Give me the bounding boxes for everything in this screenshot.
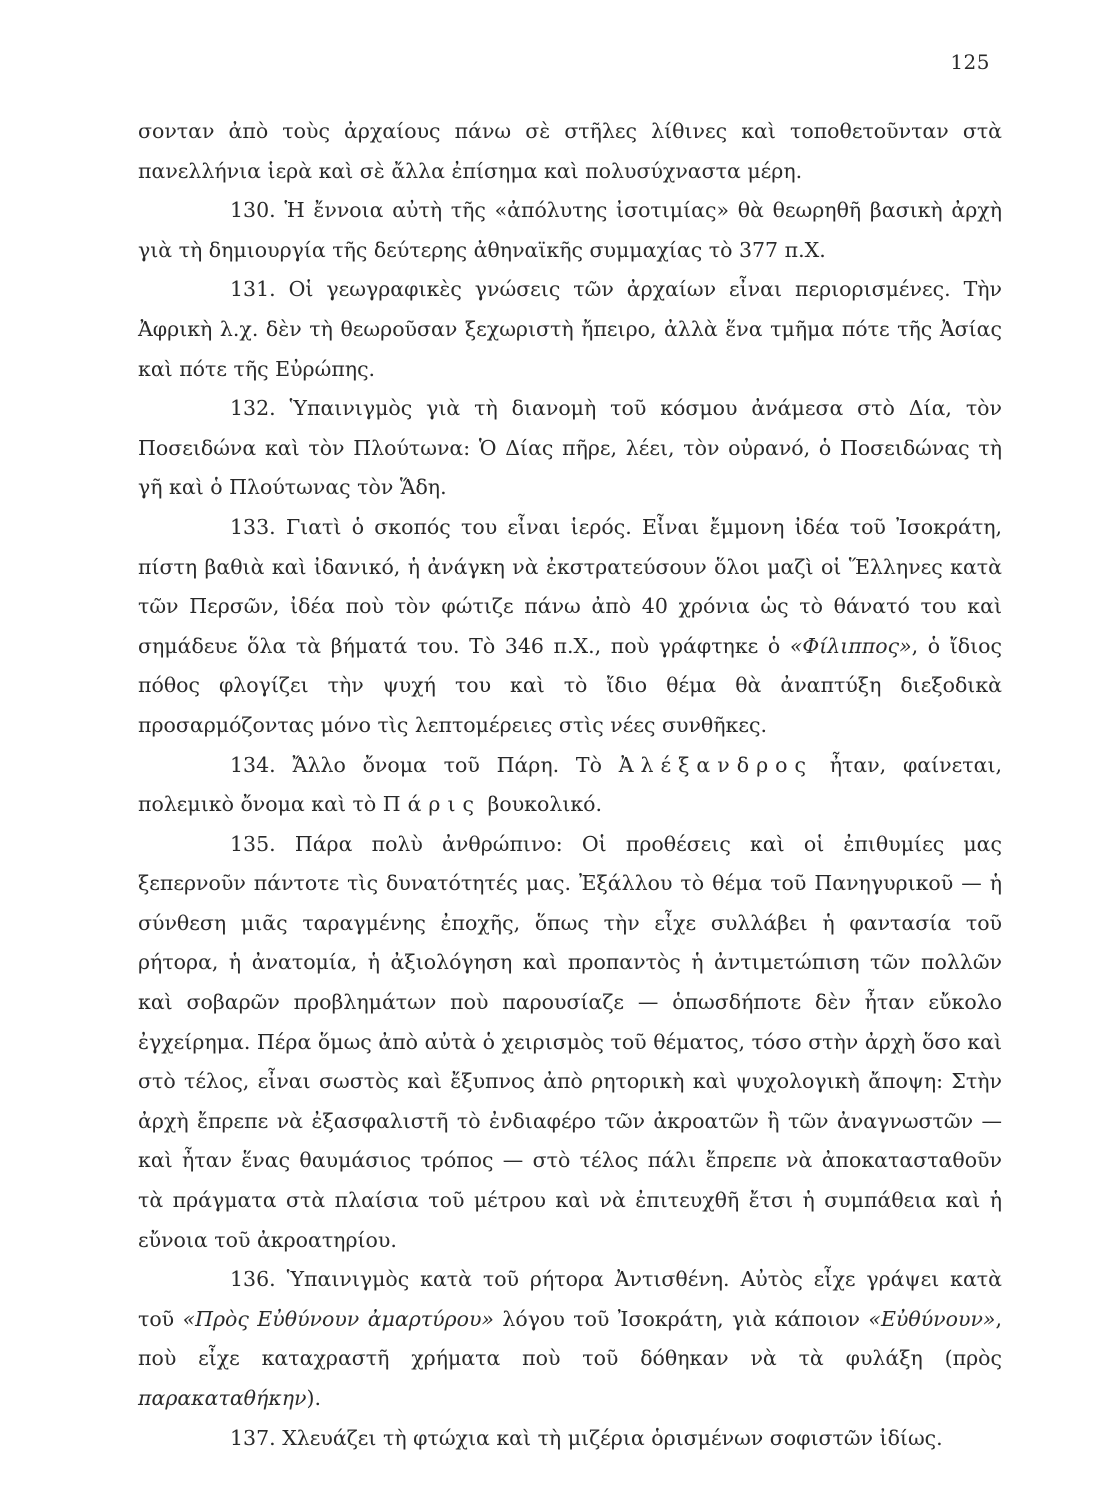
note-133 bbox=[138, 508, 1002, 746]
note-number: 130. bbox=[230, 198, 276, 223]
note-text: ). bbox=[306, 1386, 322, 1410]
note-text: βουκολικό. bbox=[481, 792, 603, 817]
note-text: Χλευάζει τὴ φτώχια καὶ τὴ μιζέρια ὁρισμένων σοφιστῶν ἰδίως. bbox=[282, 1425, 943, 1450]
note-number: 137. bbox=[230, 1425, 276, 1450]
note-131 bbox=[138, 270, 1002, 389]
note-text: Γιατὶ ὁ σκοπός του εἶναι ἱερός. Εἶναι ἔμμονη ἰδέα τοῦ Ἰσοκράτη, πίστη βαθιὰ καὶ ἰδανικό, ἡ ἀνάγκη νὰ ἐκστρατεύσουν ὅλοι μαζὶ οἱ Ἕλληνες κατὰ τῶν Περσῶν, ἰδέα ποὺ τὸν φώτιζε πάνω ἀπὸ 40 χρόνια ὡς τὸ θάνατό του καὶ σημάδευε ὅλα τὰ βήματά του. Τὸ 346 π.Χ., ποὺ γράφτηκε ὁ bbox=[138, 514, 1002, 658]
note-number: 136. bbox=[230, 1267, 276, 1292]
note-134 bbox=[138, 746, 1002, 825]
note-text: Ἄλλο ὄνομα τοῦ Πάρη. Τὸ bbox=[292, 752, 619, 777]
note-number: 135. bbox=[230, 831, 276, 856]
note-text: , ὁ ἴδιος πόθος φλογίζει τὴν ψυχή του καὶ τὸ ἴδιο θέμα θὰ ἀναπτύξη διεξοδικὰ προσαρμόζοντας μόνο τὶς λεπτομέρειες στὶς νέες συνθῆκες. bbox=[138, 633, 1002, 737]
note-137 bbox=[138, 1419, 1002, 1459]
work-title: «Πρὸς Εὐθύνουν ἀμαρτύρου» bbox=[182, 1306, 494, 1331]
page-number: 125 bbox=[950, 50, 990, 74]
spaced-name: Πάρις bbox=[382, 792, 481, 817]
note-continuation: σονταν ἀπὸ τοὺς ἀρχαίους πάνω σὲ στῆλες λίθινες καὶ τοποθετοῦνταν στὰ πανελλήνια ἱερὰ καὶ σὲ ἄλλα ἐπίσημα καὶ πολυσύχναστα μέρη. bbox=[138, 119, 1002, 183]
work-title: «Φίλιππος» bbox=[789, 633, 912, 658]
notes-text bbox=[138, 112, 1002, 1458]
note-text: Ὑπαινιγμὸς κατὰ τοῦ ρήτορα Ἀντισθένη. Αὐτὸς εἶχε γράψει κατὰ τοῦ bbox=[138, 1267, 1002, 1331]
italic-term: παρακαταθήκην bbox=[138, 1386, 307, 1410]
note-number: 133. bbox=[230, 514, 276, 539]
note-number: 132. bbox=[230, 396, 276, 421]
spaced-name: Ἀλέξανδρος bbox=[618, 752, 813, 777]
note-text: Οἱ γεωγραφικὲς γνώσεις τῶν ἀρχαίων εἶναι περιορισμένες. Τὴν Ἀφρικὴ λ.χ. δὲν τὴ θεωροῦσαν ξεχωριστὴ ἤπειρο, ἀλλὰ ἕνα τμῆμα πότε τῆς Ἀσίας καὶ πότε τῆς Εὐρώπης. bbox=[138, 277, 1002, 381]
note-text: λόγου τοῦ Ἰσοκράτη, γιὰ κάποιον bbox=[493, 1306, 869, 1331]
note-135 bbox=[138, 825, 1002, 1261]
note-136 bbox=[138, 1260, 1002, 1418]
note-132 bbox=[138, 389, 1002, 508]
work-title: «Εὐθύνουν» bbox=[868, 1306, 996, 1331]
note-text: Πάρα πολὺ ἀνθρώπινο: Οἱ προθέσεις καὶ οἱ ἐπιθυμίες μας ξεπερνοῦν πάντοτε τὶς δυνατότητές μας. Ἐξάλλου τὸ θέμα τοῦ Πανηγυρικοῦ — ἡ σύνθεση μιᾶς ταραγμένης ἐποχῆς, ὅπως τὴν εἶχε συλλάβει ἡ φαντασία τοῦ ρήτορα, ἡ ἀνατομία, ἡ ἀξιολόγηση καὶ προπαντὸς ἡ ἀντιμετώπιση τῶν πολλῶν καὶ σοβαρῶν προβλημάτων ποὺ παρουσίαζε — ὁπωσδήποτε δὲν ἦταν εὔκολο ἐγχείρημα. Πέρα ὅμως ἀπὸ αὐτὰ ὁ χειρισμὸς τοῦ θέματος, τόσο στὴν ἀρχὴ ὅσο καὶ στὸ τέλος, εἶναι σωστὸς καὶ ἔξυπνος ἀπὸ ρητορικὴ καὶ ψυχολογικὴ ἄποψη: Στὴν ἀρχὴ ἔπρεπε νὰ ἐξασφαλιστῆ τὸ ἐνδιαφέρο τῶν ἀκροατῶν ἢ τῶν ἀναγνωστῶν — καὶ ἦταν ἕνας θαυμάσιος τρόπος — στὸ τέλος πάλι ἔπρεπε νὰ ἀποκατασταθοῦν τὰ πράγματα στὰ πλαίσια τοῦ μέτρου καὶ νὰ ἐπιτευχθῆ ἔτσι ἡ συμπάθεια καὶ ἡ εὔνοια τοῦ ἀκροατηρίου. bbox=[138, 831, 1002, 1252]
note-text: Ὑπαινιγμὸς γιὰ τὴ διανομὴ τοῦ κόσμου ἀνάμεσα στὸ Δία, τὸν Ποσειδώνα καὶ τὸν Πλούτωνα: Ὁ Δίας πῆρε, λέει, τὸν οὐρανό, ὁ Ποσειδώνας τὴ γῆ καὶ ὁ Πλούτωνας τὸν Ἅδη. bbox=[138, 396, 1002, 500]
note-text: , ποὺ εἶχε καταχραστῆ χρήματα ποὺ τοῦ δόθηκαν νὰ τὰ φυλάξη (πρὸς bbox=[138, 1306, 1002, 1371]
note-number: 131. bbox=[230, 277, 276, 302]
note-130 bbox=[138, 191, 1002, 270]
note-text: Ἡ ἔννοια αὐτὴ τῆς «ἀπόλυτης ἰσοτιμίας» θὰ θεωρηθῆ βασικὴ ἀρχὴ γιὰ τὴ δημιουργία τῆς δεύτερης ἀθηναϊκῆς συμμαχίας τὸ 377 π.Χ. bbox=[138, 198, 1002, 262]
note-text: ἦταν, φαίνεται, πολεμικὸ ὄνομα καὶ τὸ bbox=[138, 752, 1002, 817]
note-number: 134. bbox=[230, 752, 276, 777]
